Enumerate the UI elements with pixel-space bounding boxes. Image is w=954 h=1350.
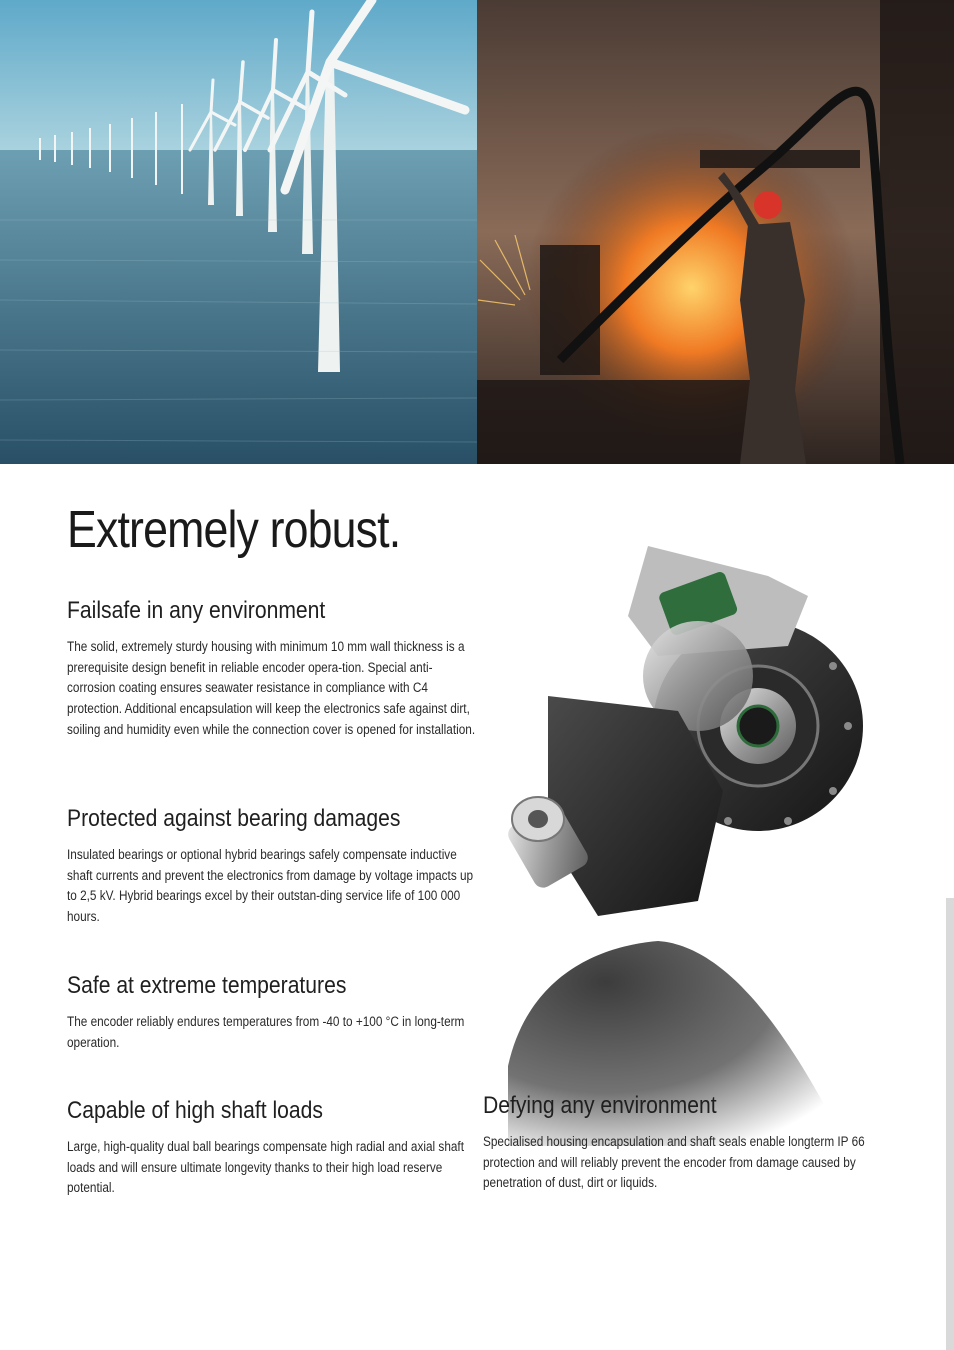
- section-body: Insulated bearings or optional hybrid bearings safely compensate inductive shaft currents and prevent the electronics from damage by voltage impacts up to 2,5 kV. Hybrid bearings excel by their outstan-ding service life of 100 000 hours.: [67, 847, 474, 925]
- section-heading: Failsafe in any environment: [67, 597, 326, 624]
- section-temperature: [67, 972, 479, 1053]
- steelworks-photo: [477, 0, 954, 464]
- page-edge-tab: [946, 898, 954, 1350]
- hero-images: [0, 0, 954, 464]
- section-body: The solid, extremely sturdy housing with minimum 10 mm wall thickness is a prerequisite design benefit in reliable encoder opera-tion. Special anti-corrosion coating ensures seawater resistance in compliance with C4 protection. Additional encapsulation will keep the electronics safe against dirt, soiling and humidity even while the connection cover is opened for installation.: [67, 639, 476, 737]
- page-title: Extremely robust.: [67, 501, 401, 559]
- section-body: Specialised housing encapsulation and shaft seals enable longterm IP 66 protection and will reliably prevent the encoder from damage caused by penetration of dust, dirt or liquids.: [483, 1134, 865, 1191]
- encoder-svg: [488, 536, 888, 1146]
- section-shaft-loads: [67, 1097, 479, 1199]
- section-body: The encoder reliably endures temperatures from -40 to +100 °C in long-term operation.: [67, 1014, 465, 1050]
- section-environment: [483, 1092, 895, 1194]
- section-heading: Protected against bearing damages: [67, 805, 401, 832]
- wind-farm-photo: [0, 0, 477, 464]
- encoder-image: [488, 536, 888, 1146]
- section-failsafe: [67, 597, 479, 741]
- hero-svg: [0, 0, 954, 464]
- section-heading: Capable of high shaft loads: [67, 1097, 323, 1124]
- section-heading: Defying any environment: [483, 1092, 717, 1119]
- section-bearing: [67, 805, 479, 928]
- section-body: Large, high-quality dual ball bearings compensate high radial and axial shaft loads and will ensure ultimate longevity thanks to their high load reserve potential.: [67, 1139, 464, 1196]
- section-heading: Safe at extreme temperatures: [67, 972, 347, 999]
